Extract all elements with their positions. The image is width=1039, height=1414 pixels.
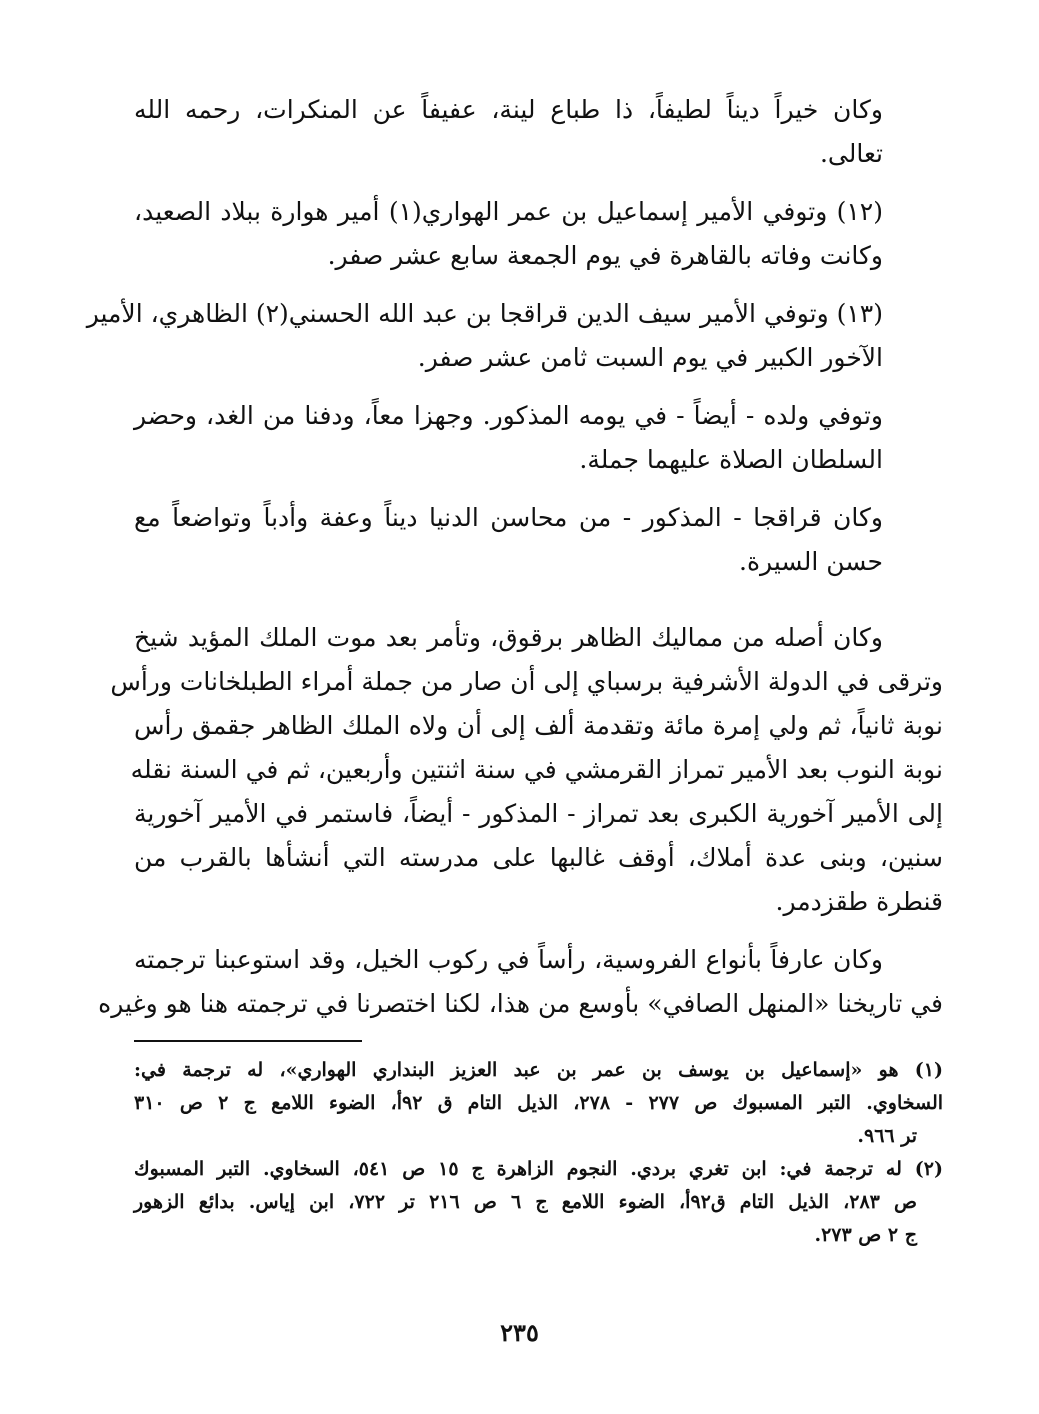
footnote-line: (١) هو «إسماعيل بن يوسف بن عمر بن عبد العزيز البنداري الهواري»، له ترجمة في: [134, 1059, 943, 1081]
paragraph-4 [134, 394, 943, 482]
text-line: في تاريخنا «المنهل الصافي» بأوسع من هذا، لكنا اختصرنا في ترجمته هنا هو وغيره [98, 989, 943, 1018]
text-line: (١٣) وتوفي الأمير سيف الدين قراقجا بن عبد الله الحسني(٢) الظاهري، الأمير [86, 299, 883, 328]
footnote-separator [134, 1040, 362, 1042]
text-line: إلى الأمير آخورية الكبرى بعد تمراز - المذكور - أيضاً، فاستمر في الأمير آخورية [134, 799, 943, 828]
text-line: وكان خيراً ديناً لطيفاً، ذا طباع لينة، عفيفاً عن المنكرات، رحمه الله [134, 95, 883, 124]
footnote-1 [134, 1054, 943, 1153]
text-line: نوبة ثانياً، ثم ولي إمرة مائة وتقدمة ألف إلى أن ولاه الملك الظاهر جقمق رأس [134, 711, 943, 740]
text-line: حسن السيرة. [739, 547, 883, 576]
paragraph-5 [134, 496, 943, 584]
paragraph-6 [110, 616, 943, 924]
footnotes [134, 1054, 943, 1252]
text-line: الآخور الكبير في يوم السبت ثامن عشر صفر. [417, 343, 883, 372]
text-line: تعالى. [819, 139, 883, 168]
text-line: وترقى في الدولة الأشرفية برسباي إلى أن صار من جملة أمراء الطبلخانات ورأس [110, 667, 943, 696]
text-line: قنطرة طقزدمر. [775, 887, 943, 916]
text-line: وكانت وفاته بالقاهرة في يوم الجمعة سابع عشر صفر. [327, 241, 883, 270]
text-line: وكان أصله من مماليك الظاهر برقوق، وتأمر بعد موت الملك المؤيد شيخ [134, 623, 883, 652]
text-line: نوبة النوب بعد الأمير تمراز القرمشي في سنة اثنتين وأربعين، ثم في السنة نقله [130, 755, 943, 784]
footnote-line: ج ٢ ص ٢٧٣. [814, 1224, 917, 1246]
footnote-line: ص ٢٨٣، الذيل التام ق٩٢أ، الضوء اللامع ج ٦ ص ٢١٦ تر ٧٢٢، ابن إياس. بدائع الزهور [134, 1191, 918, 1213]
paragraph-1 [134, 88, 943, 176]
text-line: وكان عارفاً بأنواع الفروسية، رأساً في ركوب الخيل، وقد استوعبنا ترجمته [134, 945, 883, 974]
footnote-2 [134, 1153, 943, 1252]
text-line: وكان قراقجا - المذكور - من محاسن الدنيا ديناً وعفة وأدباً وتواضعاً مع [134, 503, 883, 532]
paragraph-7 [98, 938, 943, 1026]
footnote-line: السخاوي. التبر المسبوك ص ٢٧٧ - ٢٧٨، الذيل التام ق ٩٢أ، الضوء اللامع ج ٢ ص ٣١٠ [134, 1092, 944, 1114]
text-line: (١٢) وتوفي الأمير إسماعيل بن عمر الهواري(١) أمير هوارة ببلاد الصعيد، [134, 197, 883, 226]
text-line: السلطان الصلاة عليهما جملة. [579, 445, 883, 474]
page-number: ٢٣٥ [500, 1318, 539, 1347]
paragraph-3 [86, 292, 943, 380]
footnote-line: تر ٩٦٦. [857, 1125, 917, 1147]
text-line: سنين، وبنى عدة أملاك، أوقف غالبها على مدرسته التي أنشأها بالقرب من [134, 843, 943, 872]
paragraph-2 [134, 190, 943, 278]
footnote-line: (٢) له ترجمة في: ابن تغري بردي. النجوم الزاهرة ج ١٥ ص ٥٤١، السخاوي. التبر المسبوك [134, 1158, 943, 1180]
text-line: وتوفي ولده - أيضاً - في يومه المذكور. وجهزا معاً، ودفنا من الغد، وحضر [134, 401, 883, 430]
